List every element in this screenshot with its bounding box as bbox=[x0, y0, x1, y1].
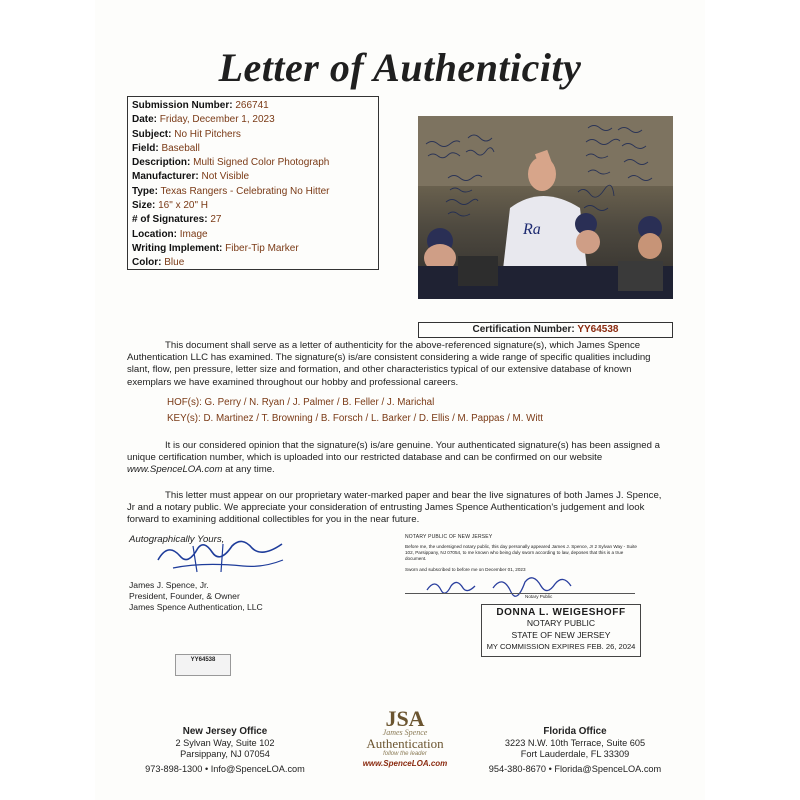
spence-signature-mark bbox=[153, 538, 293, 578]
signer-block bbox=[129, 534, 329, 612]
info-row-subject bbox=[132, 128, 374, 142]
signer-name: James J. Spence, Jr. bbox=[129, 580, 209, 590]
info-value: Friday, December 1, 2023 bbox=[159, 114, 275, 126]
page-title: Letter of Authenticity bbox=[218, 45, 582, 90]
info-row-submission bbox=[132, 99, 374, 113]
info-value: Image bbox=[179, 228, 208, 240]
letter-page bbox=[95, 0, 705, 800]
info-row-manufacturer bbox=[132, 170, 374, 184]
info-value: Fiber-Tip Marker bbox=[225, 242, 299, 254]
notary-role: NOTARY PUBLIC bbox=[526, 618, 596, 629]
opinion-paragraph bbox=[127, 440, 667, 477]
info-value: 266741 bbox=[235, 100, 269, 111]
info-key: Description: bbox=[132, 157, 191, 169]
info-value: Not Visible bbox=[201, 171, 250, 183]
office-line: Fort Lauderdale, FL 33309 bbox=[520, 749, 630, 759]
info-row-size bbox=[132, 199, 374, 213]
submission-info-box bbox=[127, 96, 379, 270]
notary-text: Before me, the undersigned notary public, this day personally appeared James J. Spence, Jr 2 Sylvan Way - Suite 102, Parsippany, NJ 07054, to me known who being duly sworn according to law, deposes that this is a true document. bbox=[405, 544, 637, 561]
info-key: Color: bbox=[132, 257, 162, 269]
info-key: Field: bbox=[132, 142, 159, 154]
info-row-date bbox=[132, 113, 374, 127]
logo-authentication: Authentication bbox=[366, 736, 444, 751]
info-key: Submission Number: bbox=[132, 100, 233, 111]
jsa-logo bbox=[340, 708, 470, 784]
notary-name: DONNA L. WEIGESHOFF bbox=[496, 607, 626, 618]
info-key: Subject: bbox=[132, 128, 172, 140]
notary-signature-line bbox=[405, 593, 635, 594]
closing-text: Autographically Yours, bbox=[129, 534, 225, 545]
notary-signature-mark bbox=[423, 572, 623, 602]
info-value: 27 bbox=[210, 214, 222, 226]
notary-signature-label: Notary Public bbox=[525, 594, 553, 599]
office-contact: 973-898-1300 • Info@SpenceLOA.com bbox=[145, 763, 305, 774]
paper-paragraph bbox=[127, 490, 667, 527]
signer-company: James Spence Authentication, LLC bbox=[129, 602, 263, 612]
signers-list bbox=[167, 395, 543, 427]
info-row-type bbox=[132, 185, 374, 199]
signed-photo-image bbox=[418, 116, 673, 299]
paragraph-text: This document shall serve as a letter of authenticity for the above-referenced signature(s), which James Spence Authentication LLC has examined. The signature(s) is/are consistent considering a wide range of specific qualities including slant, flow, pen pressure, letter size and formation, and other characteristics typical of our extensive database of known exemplars we have examined throughout our hobby and professional careers. bbox=[127, 340, 651, 388]
info-key: Type: bbox=[132, 185, 158, 197]
logo-jsa: JSA bbox=[385, 706, 425, 731]
office-heading: Florida Office bbox=[543, 726, 607, 737]
paragraph-text: It is our considered opinion that the signature(s) is/are genuine. Your authenticated signature(s) has been assigned a unique certification number, which is uploaded into our restricted database and can be confirmed on our website bbox=[127, 440, 660, 464]
info-value: Multi Signed Color Photograph bbox=[193, 157, 330, 169]
authenticity-paragraph bbox=[127, 340, 667, 389]
office-heading: New Jersey Office bbox=[182, 726, 268, 737]
notary-state: STATE OF NEW JERSEY bbox=[511, 629, 611, 640]
info-key: # of Signatures: bbox=[132, 214, 208, 226]
info-value: Baseball bbox=[161, 142, 200, 154]
info-key: Writing Implement: bbox=[132, 242, 223, 254]
website-link[interactable]: www.SpenceLOA.com bbox=[127, 464, 223, 476]
notary-expiry: MY COMMISSION EXPIRES FEB. 26, 2024 bbox=[486, 642, 636, 652]
info-row-field bbox=[132, 142, 374, 156]
office-line: 3223 N.W. 10th Terrace, Suite 605 bbox=[504, 737, 646, 748]
key-signers: KEY(s): D. Martinez / T. Browning / B. Forsch / L. Barker / D. Ellis / M. Pappas / M. Witt bbox=[167, 413, 544, 424]
certification-number-box bbox=[418, 322, 673, 338]
certification-label: Certification Number: bbox=[472, 324, 575, 335]
logo-tagline: follow the leader bbox=[383, 751, 427, 757]
logo-url[interactable]: www.SpenceLOA.com bbox=[362, 759, 448, 768]
info-key: Manufacturer: bbox=[132, 171, 199, 183]
info-row-description bbox=[132, 156, 374, 170]
hof-signers: HOF(s): G. Perry / N. Ryan / J. Palmer / B. Feller / J. Marichal bbox=[167, 397, 435, 408]
info-row-location bbox=[132, 228, 374, 242]
notary-sworn: Sworn and subscribed to before me on December 01, 2023 bbox=[405, 567, 526, 572]
certification-value: YY64538 bbox=[577, 324, 619, 335]
logo-james-spence: James Spence bbox=[382, 728, 428, 737]
nj-office-address bbox=[135, 726, 315, 775]
info-value: 16" x 20" H bbox=[158, 200, 209, 212]
office-contact: 954-380-8670 • Florida@SpenceLOA.com bbox=[488, 763, 662, 774]
paragraph-text: This letter must appear on our proprietary water-marked paper and bear the live signatures of both James J. Spence, Jr and a notary public. We appreciate your consideration of entrusting James Spence Authentication's judgement and look forward to examining additional collectibles for you in the near future. bbox=[127, 490, 662, 526]
hologram-number: YY64538 bbox=[190, 657, 216, 663]
notary-title: NOTARY PUBLIC OF NEW JERSEY bbox=[405, 534, 493, 540]
info-row-implement bbox=[132, 242, 374, 256]
info-key: Date: bbox=[132, 114, 158, 126]
info-value: No Hit Pitchers bbox=[174, 128, 241, 140]
info-key: Location: bbox=[132, 228, 177, 240]
info-row-signatures bbox=[132, 213, 374, 227]
hologram-sticker bbox=[175, 654, 231, 676]
fl-office-address bbox=[480, 726, 670, 775]
office-line: 2 Sylvan Way, Suite 102 bbox=[175, 737, 275, 748]
notary-stamp bbox=[481, 604, 641, 657]
info-value: Texas Rangers - Celebrating No Hitter bbox=[160, 185, 330, 197]
info-row-color bbox=[132, 256, 374, 270]
notary-block bbox=[405, 534, 685, 652]
info-key: Size: bbox=[132, 200, 156, 212]
signer-title: President, Founder, & Owner bbox=[129, 591, 240, 601]
svg-text:Ra: Ra bbox=[523, 221, 541, 238]
photo-illustration bbox=[418, 116, 673, 299]
info-value: Blue bbox=[164, 257, 185, 269]
paragraph-text: at any time. bbox=[222, 464, 275, 476]
signer-details bbox=[129, 580, 263, 613]
office-line: Parsippany, NJ 07054 bbox=[180, 749, 270, 759]
